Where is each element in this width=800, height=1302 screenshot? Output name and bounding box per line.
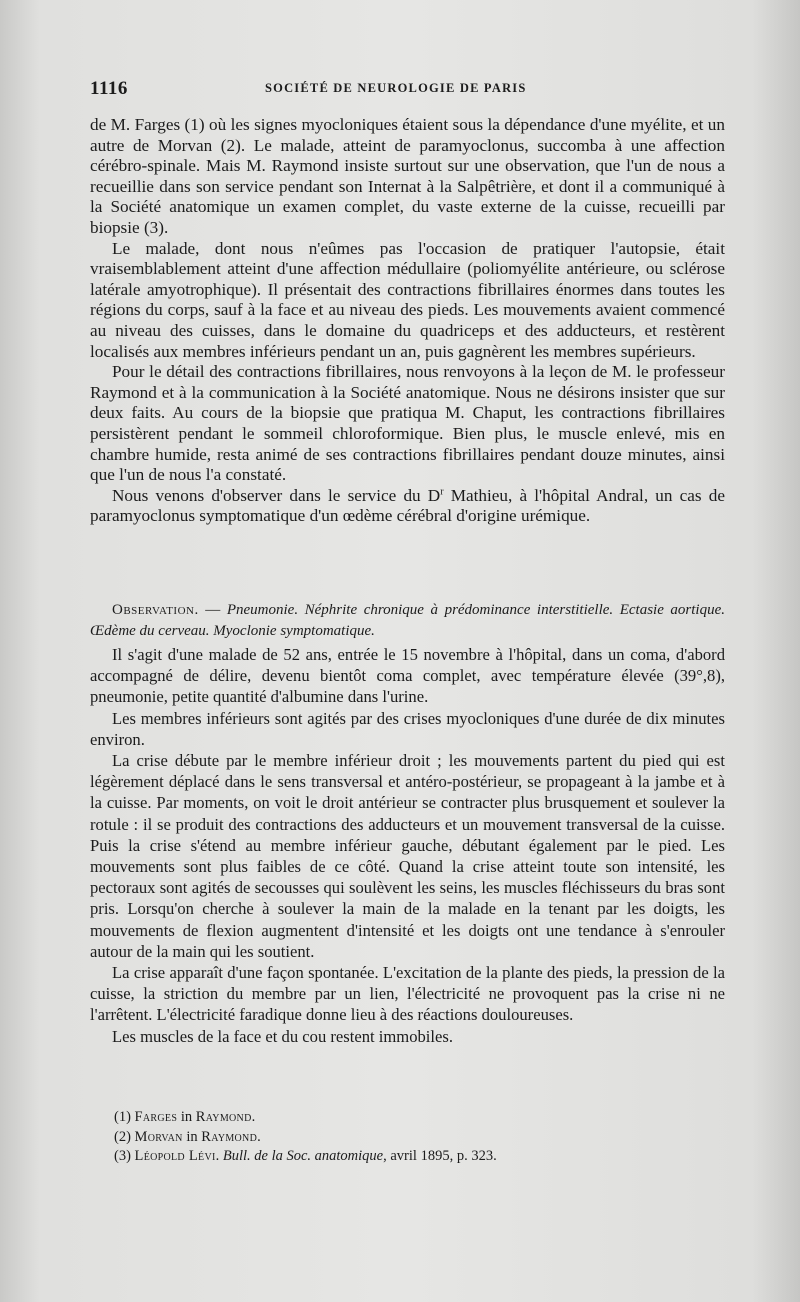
footnote-1-in: in [177, 1109, 196, 1125]
paragraph-4 [90, 486, 725, 527]
observation-section [90, 600, 725, 1047]
footnote-2-author: Morvan [134, 1128, 183, 1145]
paragraph-2: Le malade, dont nous n'eûmes pas l'occasion de pratiquer l'autopsie, était vraisemblablement atteint d'une affection médullaire (poliomyélite antérieure, ou sclérose latérale amyotrophique). Il présentait des contractions fibrillaires énormes dans toutes les régions du corps, sauf à la face et au niveau des pieds. Les mouvements avaient commencé au niveau des cuisses, dans le domaine du quadriceps et des adducteurs, et restèrent localisés aux membres inférieurs pendant un an, puis gagnèrent les membres supérieurs. [90, 238, 725, 361]
main-text [90, 115, 725, 527]
footnote-3-end: , avril 1895, p. 323. [383, 1148, 497, 1164]
observation-description: Pneumonie. Néphrite chronique à prédominance interstitielle. Ectasie aortique. Œdème du cerveau. Myoclonie symptomatique. [90, 602, 726, 639]
footnote-3-title: Bull. de la Soc. anatomique [222, 1148, 384, 1164]
paragraph-1: de M. Farges (1) où les signes myocloniques étaient sous la dépendance d'une myélite, et un autre de Morvan (2). Le malade, atteint de paramyoclonus, succomba à une affection cérébro-spinale. Mais M. Raymond insiste surtout sur une observation, que l'un de nous a recueillie dans son service pendant son Internat à la Salpêtrière, et dont il a communiqué à la Société anatomique un examen complet, du vaste externe de la cuisse, recueilli par biopsie (3). [90, 115, 725, 237]
observation-paragraph-4: La crise apparaît d'une façon spontanée. L'excitation de la plante des pieds, la pression de la cuisse, la striction du membre par un lien, l'électricité ne provoquent pas la crise ni ne l'arrêtent. L'électricité faradique donne lieu à des réactions douloureuses. [90, 963, 725, 1025]
footnote-2-end: . [257, 1128, 261, 1145]
footnote-2-in: in [182, 1128, 202, 1145]
observation-paragraph-1: Il s'agit d'une malade de 52 ans, entrée le 15 novembre à l'hôpital, dans un coma, d'abord accompagné de délire, devenu bientôt coma complet, avec température élevée (39°,8), pneumonie, petite quantité d'albumine dans l'urine. [90, 645, 725, 707]
footnote-3-number: (3) [114, 1148, 135, 1164]
footnote-3 [114, 1147, 714, 1167]
footnote-1-number: (1) [114, 1109, 135, 1125]
footnote-1-ref: Raymond [195, 1109, 252, 1125]
running-head: SOCIÉTÉ DE NEUROLOGIE DE PARIS [265, 81, 527, 95]
footnote-3-author: Léopold Lévi [134, 1148, 216, 1164]
observation-paragraph-5: Les muscles de la face et du cou restent immobiles. [112, 1026, 453, 1046]
footnote-1 [114, 1108, 714, 1128]
footnote-2-ref: Raymond [201, 1128, 258, 1145]
observation-dash: — [198, 602, 227, 618]
page-number: 1116 [90, 78, 128, 99]
page-header [90, 78, 730, 100]
observation-heading [90, 600, 725, 641]
footnote-2-number: (2) [114, 1128, 135, 1145]
observation-paragraph-3: La crise débute par le membre inférieur droit ; les mouvements partent du pied qui est légèrement déplacé dans le sens transversal et antéro-postérieur, se propageant à la jambe et à la cuisse. Par moments, on voit le droit antérieur se contracter plus brusquement et soulever la rotule : il se produit des contractions des adducteurs et un mouvement transversal de la cuisse. Puis la crise s'étend au membre inférieur gauche, débutant également par le pied. Les mouvements sont plus faibles de ce côté. Quand la crise atteint toute son intensité, les pectoraux sont agités de secousses qui soulèvent les seins, les muscles fléchisseurs du bras sont pris. Lorsqu'on cherche à soulever la main de la malade en la tenant par les doigts, les mouvements de flexion augmentent d'intensité et les doigts ont une tendance à s'enrouler autour de la main qui les soutient. [90, 751, 725, 961]
footnote-2 [114, 1128, 714, 1148]
paragraph-4-start: Nous venons d'observer dans le service du D [112, 485, 441, 505]
footnotes [114, 1108, 714, 1167]
footnote-1-end: . [251, 1109, 256, 1125]
paragraph-4-end: Mathieu, à l'hôpital Andral, un cas de paramyoclonus symptomatique d'un œdème cérébral d'origine urémique. [90, 485, 725, 526]
footnote-3-sep: . [215, 1148, 223, 1164]
footnote-1-author: Farges [134, 1109, 178, 1125]
observation-label: Observation. [112, 602, 199, 618]
doctor-abbrev-sup: r [440, 485, 444, 497]
observation-paragraph-2: Les membres inférieurs sont agités par des crises myocloniques d'une durée de dix minutes environ. [90, 708, 725, 749]
paragraph-3: Pour le détail des contractions fibrillaires, nous renvoyons à la leçon de M. le professeur Raymond et à la communication à la Société anatomique. Nous ne désirons insister que sur deux faits. Au cours de la biopsie que pratiqua M. Chaput, les contractions fibrillaires persistèrent pendant le sommeil chloroformique. Bien plus, le muscle enlevé, mis en chambre humide, resta animé de ses contractions fibrillaires pendant douze minutes, ainsi que l'un de nous l'a constaté. [90, 362, 725, 485]
